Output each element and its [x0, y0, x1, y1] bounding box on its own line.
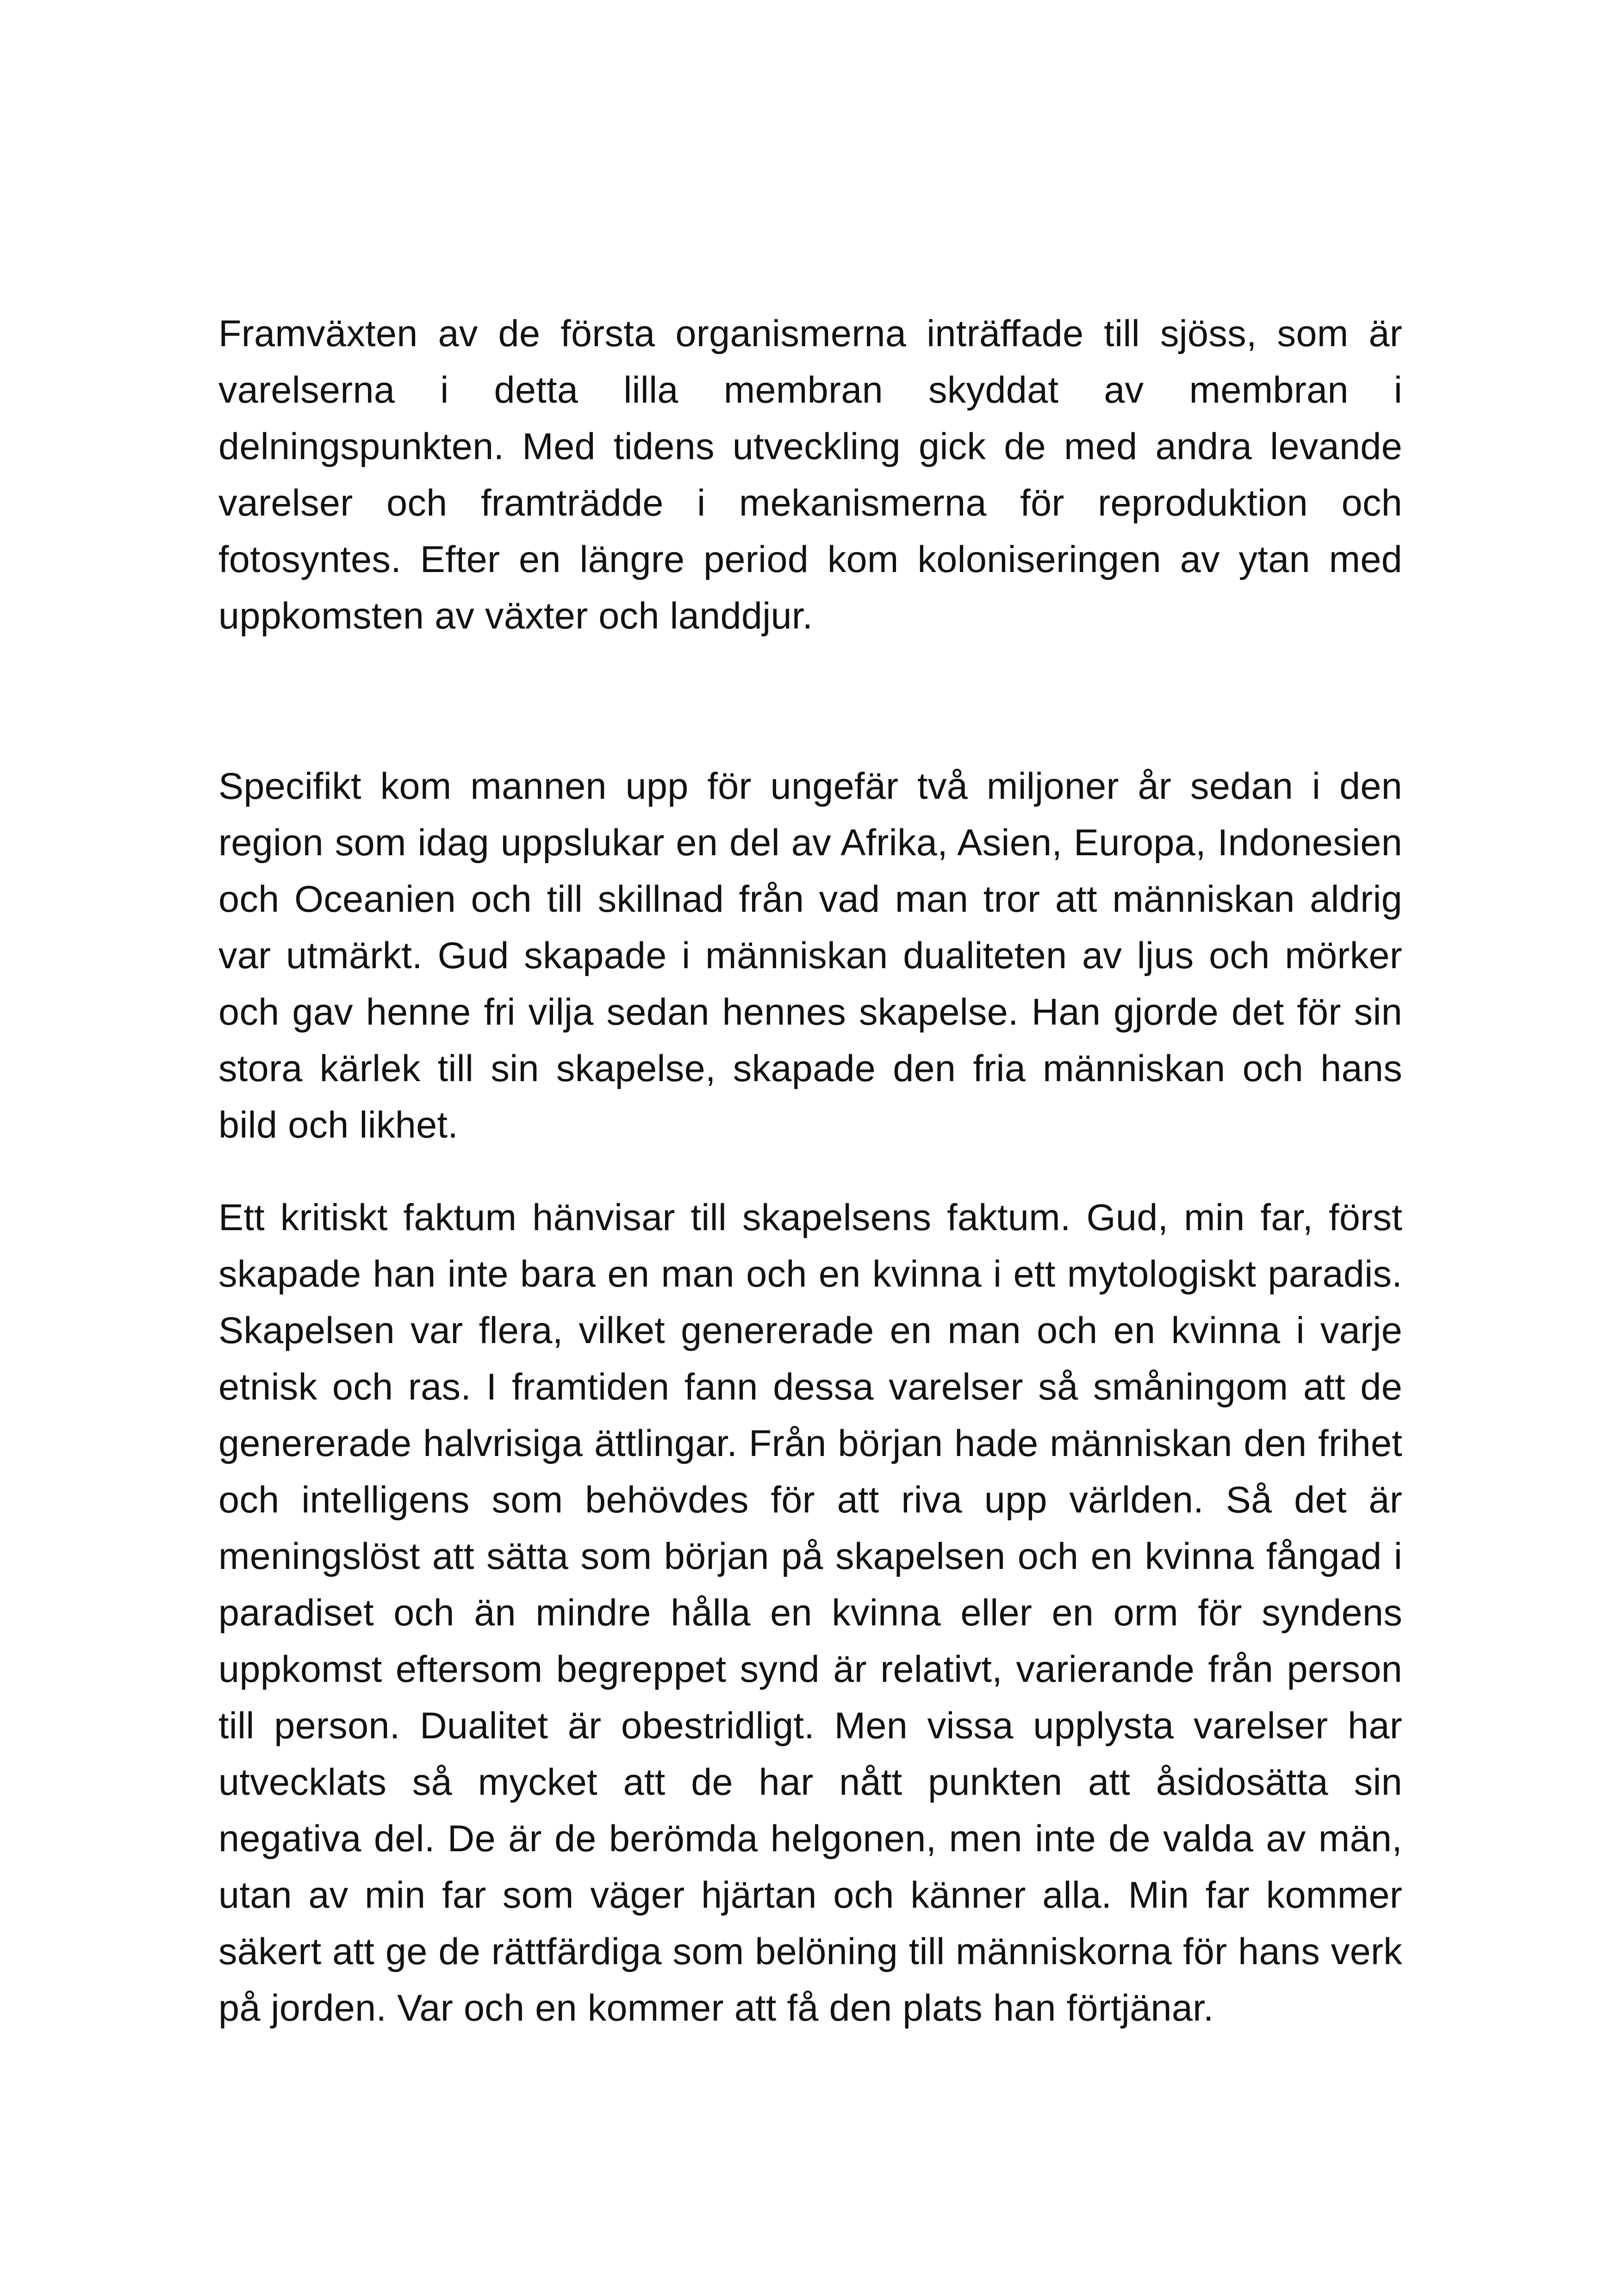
- paragraph-1: [218, 305, 1402, 644]
- paragraph-text: Framväxten av de första organismerna inträffade till sjöss, som är varelserna i detta lilla membran skyddat av membran i delningspunkten. Med tidens utveckling gick de med andra levande varelser och framträdde i mekanismerna för reproduktion och fotosyntes. Efter en längre period kom koloniseringen av ytan med uppkomsten av växter och landdjur.: [218, 313, 1402, 637]
- paragraph-2: [218, 758, 1402, 1153]
- paragraph-text: Ett kritiskt faktum hänvisar till skapelsens faktum. Gud, min far, först skapade han inte bara en man och en kvinna i ett mytologiskt paradis. Skapelsen var flera, vilket genererade en man och en kvinna i varje etnisk och ras. I framtiden fann dessa varelser så småningom att de genererade halvrisiga ättlingar. Från början hade människan den frihet och intelligens som behövdes för att riva upp världen. Så det är meningslöst att sätta som början på skapelsen och en kvinna fångad i paradiset och än mindre hålla en kvinna eller en orm för syndens uppkomst eftersom begreppet synd är relativt, varierande från person till person. Dualitet är obestridligt. Men vissa upplysta varelser har utvecklats så mycket att de har nått punkten att åsidosätta sin negativa del. De är de berömda helgonen, men inte de valda av män, utan av min far som väger hjärtan och känner alla. Min far kommer säkert att ge de rättfärdiga som belöning till människorna för hans verk på jorden. Var och en kommer att få den plats han förtjänar.: [218, 1197, 1402, 2029]
- paragraph-3: [218, 1189, 1402, 2036]
- paragraph-text: Specifikt kom mannen upp för ungefär två miljoner år sedan i den region som idag uppslukar en del av Afrika, Asien, Europa, Indonesien och Oceanien och till skillnad från vad man tror att människan aldrig var utmärkt. Gud skapade i människan dualiteten av ljus och mörker och gav henne fri vilja sedan hennes skapelse. Han gjorde det för sin stora kärlek till sin skapelse, skapade den fria människan och hans bild och likhet.: [218, 765, 1402, 1146]
